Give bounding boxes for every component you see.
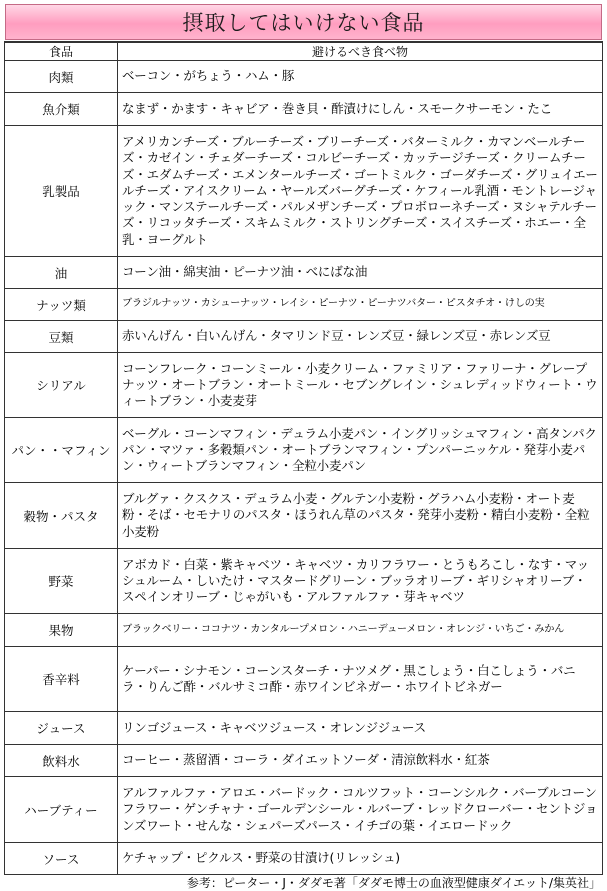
column-header-category: 食品: [5, 42, 118, 61]
table-row: [5, 321, 603, 353]
category-cell: ハーブティー: [5, 777, 118, 843]
table-row: [5, 745, 603, 777]
table-row: [5, 61, 603, 93]
items-cell: 赤いんげん・白いんげん・タマリンド豆・レンズ豆・緑レンズ豆・赤レンズ豆: [118, 321, 603, 353]
category-cell: 魚介類: [5, 93, 118, 126]
items-cell: ブルグァ・クスクス・デュラム小麦・グルテン小麦粉・グラハム小麦粉・オート麦粉・そば・セモナリのパスタ・ほうれん草のパスタ・発芽小麦粉・精白小麦粉・全粒小麦粉: [118, 483, 603, 549]
category-cell: 肉類: [5, 61, 118, 93]
title-banner: [5, 4, 602, 40]
category-cell: 野菜: [5, 549, 118, 614]
table-row: [5, 257, 603, 289]
items-cell: ケーパー・シナモン・コーンスターチ・ナツメグ・黒こしょう・白こしょう・バニラ・りんご酢・バルサミコ酢・赤ワインビネガー・ホワイトビネガー: [118, 647, 603, 712]
column-header-items: 避けるべき食べ物: [118, 42, 603, 61]
table-row: [5, 353, 603, 418]
items-cell: アルファルファ・アロエ・バードック・コルツフット・コーンシルク・バーブルコーンフラワー・ゲンチャナ・ゴールデンシール・ルバーブ・レッドクローバー・セントジョンズワート・せんな・シェパーズパース・イチゴの葉・イエロードック: [118, 777, 603, 843]
items-cell: なまず・かます・キャビア・巻き貝・酢漬けにしん・スモークサーモン・たこ: [118, 93, 603, 126]
source-citation: 参考：ピーター・J・ダダモ著「ダダモ博士の血液型健康ダイエット/集英社」: [186, 876, 601, 890]
table-row: [5, 712, 603, 745]
items-cell: ブラックベリー・ココナツ・カンタループメロン・ハニーデューメロン・オレンジ・いちご・みかん: [118, 614, 603, 647]
table-row: [5, 777, 603, 843]
table-row: [5, 126, 603, 257]
items-cell: コーンフレーク・コーンミール・小麦クリーム・ファミリア・ファリーナ・グレープナッツ・オートブラン・オートミール・セブングレイン・シュレディッドウィート・ウィートブラン・小麦麦芽: [118, 353, 603, 418]
table-row: [5, 843, 603, 875]
table-row: [5, 647, 603, 712]
table-row: [5, 93, 603, 126]
category-cell: ソース: [5, 843, 118, 875]
category-cell: 穀物・パスタ: [5, 483, 118, 549]
table-row: [5, 418, 603, 483]
items-cell: ベーグル・コーンマフィン・デュラム小麦パン・イングリッシュマフィン・高タンパクパン・マツァ・多穀類パン・オートブランマフィン・プンパーニッケル・発芽小麦パン・ウィートブランマフィン・全粒小麦パン: [118, 418, 603, 483]
items-cell: リンゴジュース・キャベツジュース・オレンジジュース: [118, 712, 603, 745]
category-cell: シリアル: [5, 353, 118, 418]
table-row: [5, 483, 603, 549]
table-row: [5, 289, 603, 321]
category-cell: 果物: [5, 614, 118, 647]
food-table: [4, 41, 603, 875]
category-cell: 乳製品: [5, 126, 118, 257]
items-cell: アボカド・白菜・紫キャベツ・キャベツ・カリフラワー・とうもろこし・なす・マッシュルーム・しいたけ・マスタードグリーン・ブッラオリーブ・ギリシャオリーブ・スペインオリーブ・じゃがいも・アルファルファ・芽キャベツ: [118, 549, 603, 614]
category-cell: パン・・マフィン: [5, 418, 118, 483]
table-row: [5, 614, 603, 647]
items-cell: コーヒー・蒸留酒・コーラ・ダイエットソーダ・清涼飲料水・紅茶: [118, 745, 603, 777]
category-cell: ナッツ類: [5, 289, 118, 321]
category-cell: 豆類: [5, 321, 118, 353]
table-row: [5, 549, 603, 614]
category-cell: 油: [5, 257, 118, 289]
items-cell: アメリカンチーズ・ブルーチーズ・ブリーチーズ・バターミルク・カマンベールチーズ・カゼイン・チェダーチーズ・コルビーチーズ・カッテージチーズ・クリームチーズ・エダムチーズ・エメンタールチーズ・ゴートミルク・ゴーダチーズ・グリュイエールチーズ・アイスクリーム・ヤールズバーグチーズ・ケフィール乳酒・モントレージャック・マンステールチーズ・パルメザンチーズ・プロボローネチーズ・ヌシャテルチーズ・リコッタチーズ・スキムミルク・ストリングチーズ・スイスチーズ・ホエー・全乳・ヨーグルト: [118, 126, 603, 257]
category-cell: 飲料水: [5, 745, 118, 777]
items-cell: コーン油・綿実油・ピーナツ油・べにばな油: [118, 257, 603, 289]
category-cell: 香辛料: [5, 647, 118, 712]
items-cell: ベーコン・がちょう・ハム・豚: [118, 61, 603, 93]
page-title: 摂取してはいけない食品: [182, 11, 425, 35]
items-cell: ケチャップ・ピクルス・野菜の甘漬け(リレッシュ): [118, 843, 603, 875]
category-cell: ジュース: [5, 712, 118, 745]
table-header-row: [5, 42, 603, 61]
items-cell: ブラジルナッツ・カシューナッツ・レイシ・ピーナツ・ピーナツバター・ピスタチオ・けしの実: [118, 289, 603, 321]
